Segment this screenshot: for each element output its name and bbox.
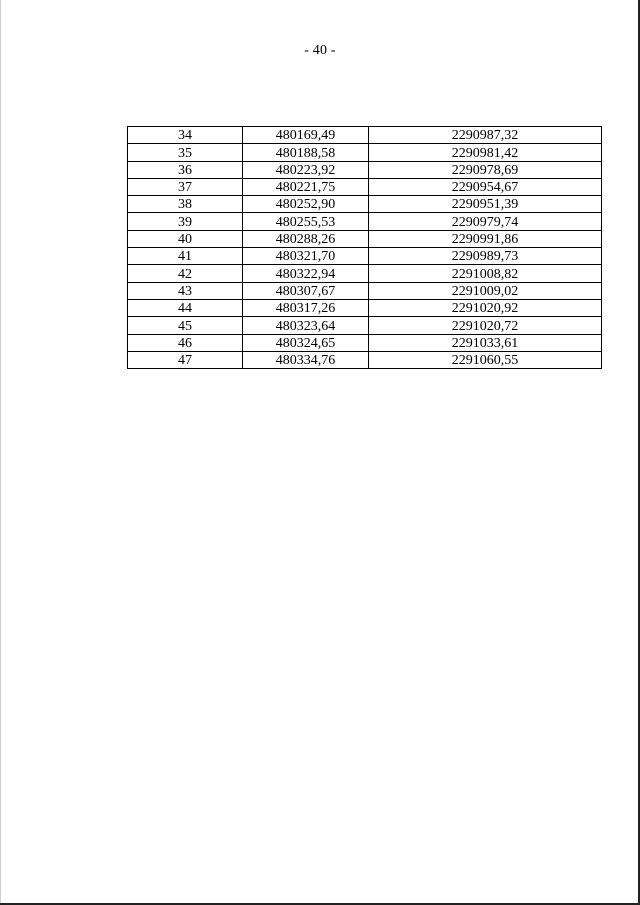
table-row: [128, 282, 602, 299]
y-coordinate-cell: 2290991,86: [369, 230, 602, 247]
table-row: [128, 127, 602, 144]
point-number-cell: 39: [128, 213, 243, 230]
table-row: [128, 213, 602, 230]
point-number-cell: 46: [128, 334, 243, 351]
x-coordinate-cell: 480188,58: [243, 144, 369, 161]
table-row: [128, 161, 602, 178]
y-coordinate-cell: 2290951,39: [369, 196, 602, 213]
y-coordinate-cell: 2290989,73: [369, 248, 602, 265]
point-number-cell: 42: [128, 265, 243, 282]
y-coordinate-cell: 2291033,61: [369, 334, 602, 351]
x-coordinate-cell: 480323,64: [243, 317, 369, 334]
y-coordinate-cell: 2291009,02: [369, 282, 602, 299]
point-number-cell: 38: [128, 196, 243, 213]
y-coordinate-cell: 2290954,67: [369, 178, 602, 195]
point-number-cell: 36: [128, 161, 243, 178]
x-coordinate-cell: 480324,65: [243, 334, 369, 351]
table-row: [128, 334, 602, 351]
x-coordinate-cell: 480223,92: [243, 161, 369, 178]
table-row: [128, 317, 602, 334]
point-number-cell: 47: [128, 351, 243, 368]
table-row: [128, 299, 602, 316]
point-number-cell: 41: [128, 248, 243, 265]
x-coordinate-cell: 480252,90: [243, 196, 369, 213]
table-row: [128, 196, 602, 213]
x-coordinate-cell: 480334,76: [243, 351, 369, 368]
page-number: - 40 -: [304, 43, 336, 58]
point-number-cell: 43: [128, 282, 243, 299]
x-coordinate-cell: 480255,53: [243, 213, 369, 230]
table-row: [128, 144, 602, 161]
table-row: [128, 351, 602, 368]
point-number-cell: 40: [128, 230, 243, 247]
x-coordinate-cell: 480288,26: [243, 230, 369, 247]
point-number-cell: 35: [128, 144, 243, 161]
coordinates-table: [127, 126, 602, 369]
y-coordinate-cell: 2290987,32: [369, 127, 602, 144]
point-number-cell: 37: [128, 178, 243, 195]
x-coordinate-cell: 480322,94: [243, 265, 369, 282]
y-coordinate-cell: 2290978,69: [369, 161, 602, 178]
point-number-cell: 34: [128, 127, 243, 144]
y-coordinate-cell: 2291008,82: [369, 265, 602, 282]
x-coordinate-cell: 480221,75: [243, 178, 369, 195]
x-coordinate-cell: 480317,26: [243, 299, 369, 316]
point-number-cell: 45: [128, 317, 243, 334]
page-edge-left: [0, 0, 1, 905]
table-row: [128, 248, 602, 265]
y-coordinate-cell: 2290979,74: [369, 213, 602, 230]
point-number-cell: 44: [128, 299, 243, 316]
table-row: [128, 230, 602, 247]
y-coordinate-cell: 2290981,42: [369, 144, 602, 161]
x-coordinate-cell: 480307,67: [243, 282, 369, 299]
y-coordinate-cell: 2291020,92: [369, 299, 602, 316]
x-coordinate-cell: 480321,70: [243, 248, 369, 265]
table-row: [128, 265, 602, 282]
y-coordinate-cell: 2291020,72: [369, 317, 602, 334]
table-row: [128, 178, 602, 195]
x-coordinate-cell: 480169,49: [243, 127, 369, 144]
y-coordinate-cell: 2291060,55: [369, 351, 602, 368]
